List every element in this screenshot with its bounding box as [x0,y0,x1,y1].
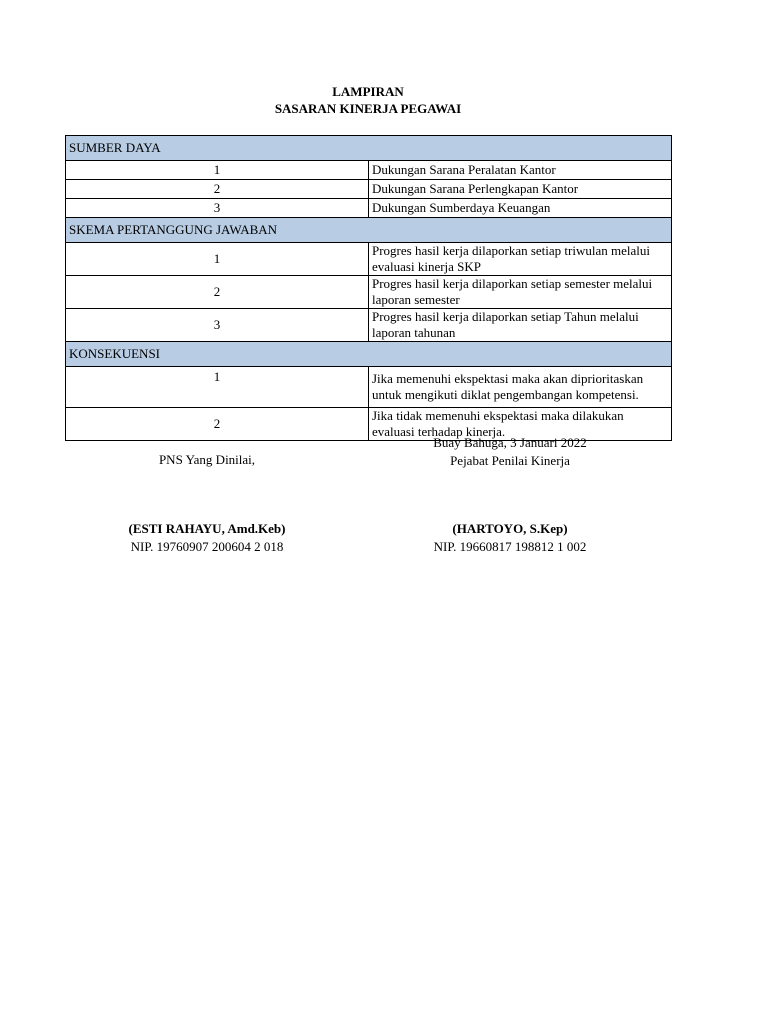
row-text: Progres hasil kerja dilaporkan setiap triwulan melalui evaluasi kinerja SKP [369,243,672,276]
row-number: 3 [66,199,369,218]
row-number: 2 [66,408,369,441]
row-text: Dukungan Sarana Perlengkapan Kantor [369,180,672,199]
table-row [66,243,672,276]
signer-role: PNS Yang Dinilai, [158,452,256,467]
signature-left-identity [97,520,317,556]
row-number: 1 [66,161,369,180]
row-text: Dukungan Sarana Peralatan Kantor [369,161,672,180]
signer-name: (HARTOYO, S.Kep) [452,521,568,536]
signature-left-role [107,451,307,469]
table-row [66,161,672,180]
section-header-skema-pertanggung-jawaban [66,218,672,243]
row-text: Jika tidak memenuhi ekspektasi maka dilakukan evaluasi terhadap kinerja. [369,408,672,441]
row-text: Jika memenuhi ekspektasi maka akan diprioritaskan untuk mengikuti diklat pengembangan kompetensi. [369,367,672,408]
row-text: Progres hasil kerja dilaporkan setiap Tahun melalui laporan tahunan [369,309,672,342]
section-header-konsekuensi [66,342,672,367]
row-number: 1 [66,243,369,276]
row-number: 2 [66,180,369,199]
section-title: SKEMA PERTANGGUNG JAWABAN [66,218,672,243]
signature-right-header [400,434,620,470]
row-number: 3 [66,309,369,342]
signer-name: (ESTI RAHAYU, Amd.Keb) [128,521,286,536]
signature-right-identity [400,520,620,556]
place-date: Buay Bahuga, 3 Januari 2022 [433,435,587,450]
section-header-sumber-daya [66,136,672,161]
sasaran-kinerja-table [65,135,672,441]
table-row [66,309,672,342]
document-subtitle: SASARAN KINERJA PEGAWAI [274,101,462,116]
table-row [66,276,672,309]
document-title: LAMPIRAN [332,84,404,99]
table-row [66,199,672,218]
row-number: 1 [66,367,369,408]
section-title: SUMBER DAYA [66,136,672,161]
signer-nip: NIP. 19760907 200604 2 018 [130,539,284,554]
signer-nip: NIP. 19660817 198812 1 002 [433,539,587,554]
row-text: Dukungan Sumberdaya Keuangan [369,199,672,218]
row-text: Progres hasil kerja dilaporkan setiap semester melalui laporan semester [369,276,672,309]
section-title: KONSEKUENSI [66,342,672,367]
row-number: 2 [66,276,369,309]
signer-role: Pejabat Penilai Kinerja [450,453,570,468]
table-row [66,367,672,408]
table-row [66,180,672,199]
document-header [0,83,736,117]
